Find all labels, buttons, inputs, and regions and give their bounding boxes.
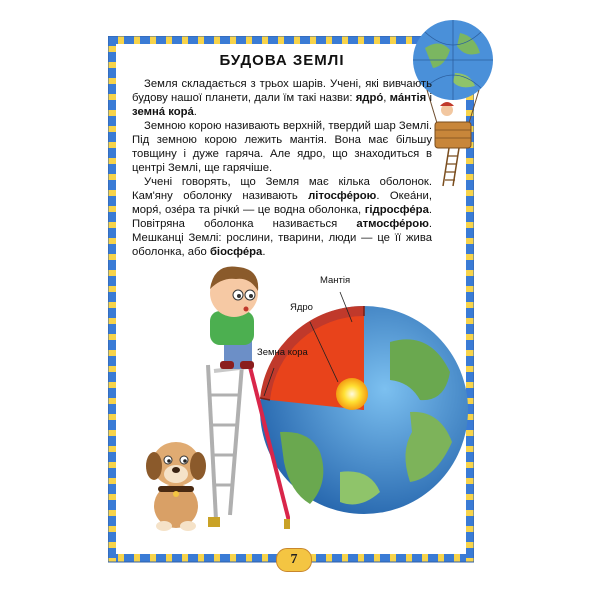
term-crust: земна́ кора́ bbox=[132, 106, 194, 118]
page-number: 7 bbox=[276, 548, 312, 572]
puppy-illustration bbox=[140, 428, 215, 533]
page-title: БУДОВА ЗЕМЛІ bbox=[219, 52, 345, 69]
paragraph-layers bbox=[132, 77, 432, 119]
paragraph-text: Земля складається з трьох шарів. Учені, які вивчають будову нашої планети, дали їм такі назви: bbox=[132, 78, 432, 104]
core-layer bbox=[336, 378, 368, 410]
separator: і bbox=[426, 92, 432, 104]
separator: . bbox=[262, 246, 266, 258]
label-crust: Земна кора bbox=[257, 347, 308, 358]
term-mantle: ма́нтія bbox=[389, 92, 427, 104]
term-core: ядро́ bbox=[355, 92, 384, 104]
text-content bbox=[132, 52, 432, 259]
paragraph-text: Учені говорять, що Земля має кілька оболонок. Кам'яну оболонку називають bbox=[132, 176, 432, 202]
term-biosphere: біосфе́ра bbox=[209, 246, 263, 258]
paragraph-text: . Повітряна оболонка називається bbox=[132, 204, 432, 230]
term-hydrosphere: гідросфе́ра bbox=[364, 204, 429, 216]
paragraph-text: . Океа́ни, моря́, озе́ра та річки́ — це водна оболонка, bbox=[132, 190, 432, 216]
separator: , bbox=[383, 92, 390, 104]
separator: . bbox=[193, 106, 197, 118]
label-mantle: Мантія bbox=[320, 275, 351, 286]
paragraph-text: . Мешканці Землі: рослини, тварини, люди — це її жива оболонка, або bbox=[132, 218, 432, 258]
term-atmosphere: атмосфе́рою bbox=[356, 218, 429, 230]
paragraph-crust-description: Земною корою називають верхній, твердий шар Землі. Під земною корою лежить мантія. Вона має більшу товщину і дуже гаряча. Але ядро, що знаходиться в центрі Землі, ще гарячіше. bbox=[132, 120, 432, 174]
term-lithosphere: літосфе́рою bbox=[308, 190, 377, 202]
paragraph-spheres bbox=[132, 175, 432, 259]
label-core: Ядро bbox=[290, 302, 313, 313]
